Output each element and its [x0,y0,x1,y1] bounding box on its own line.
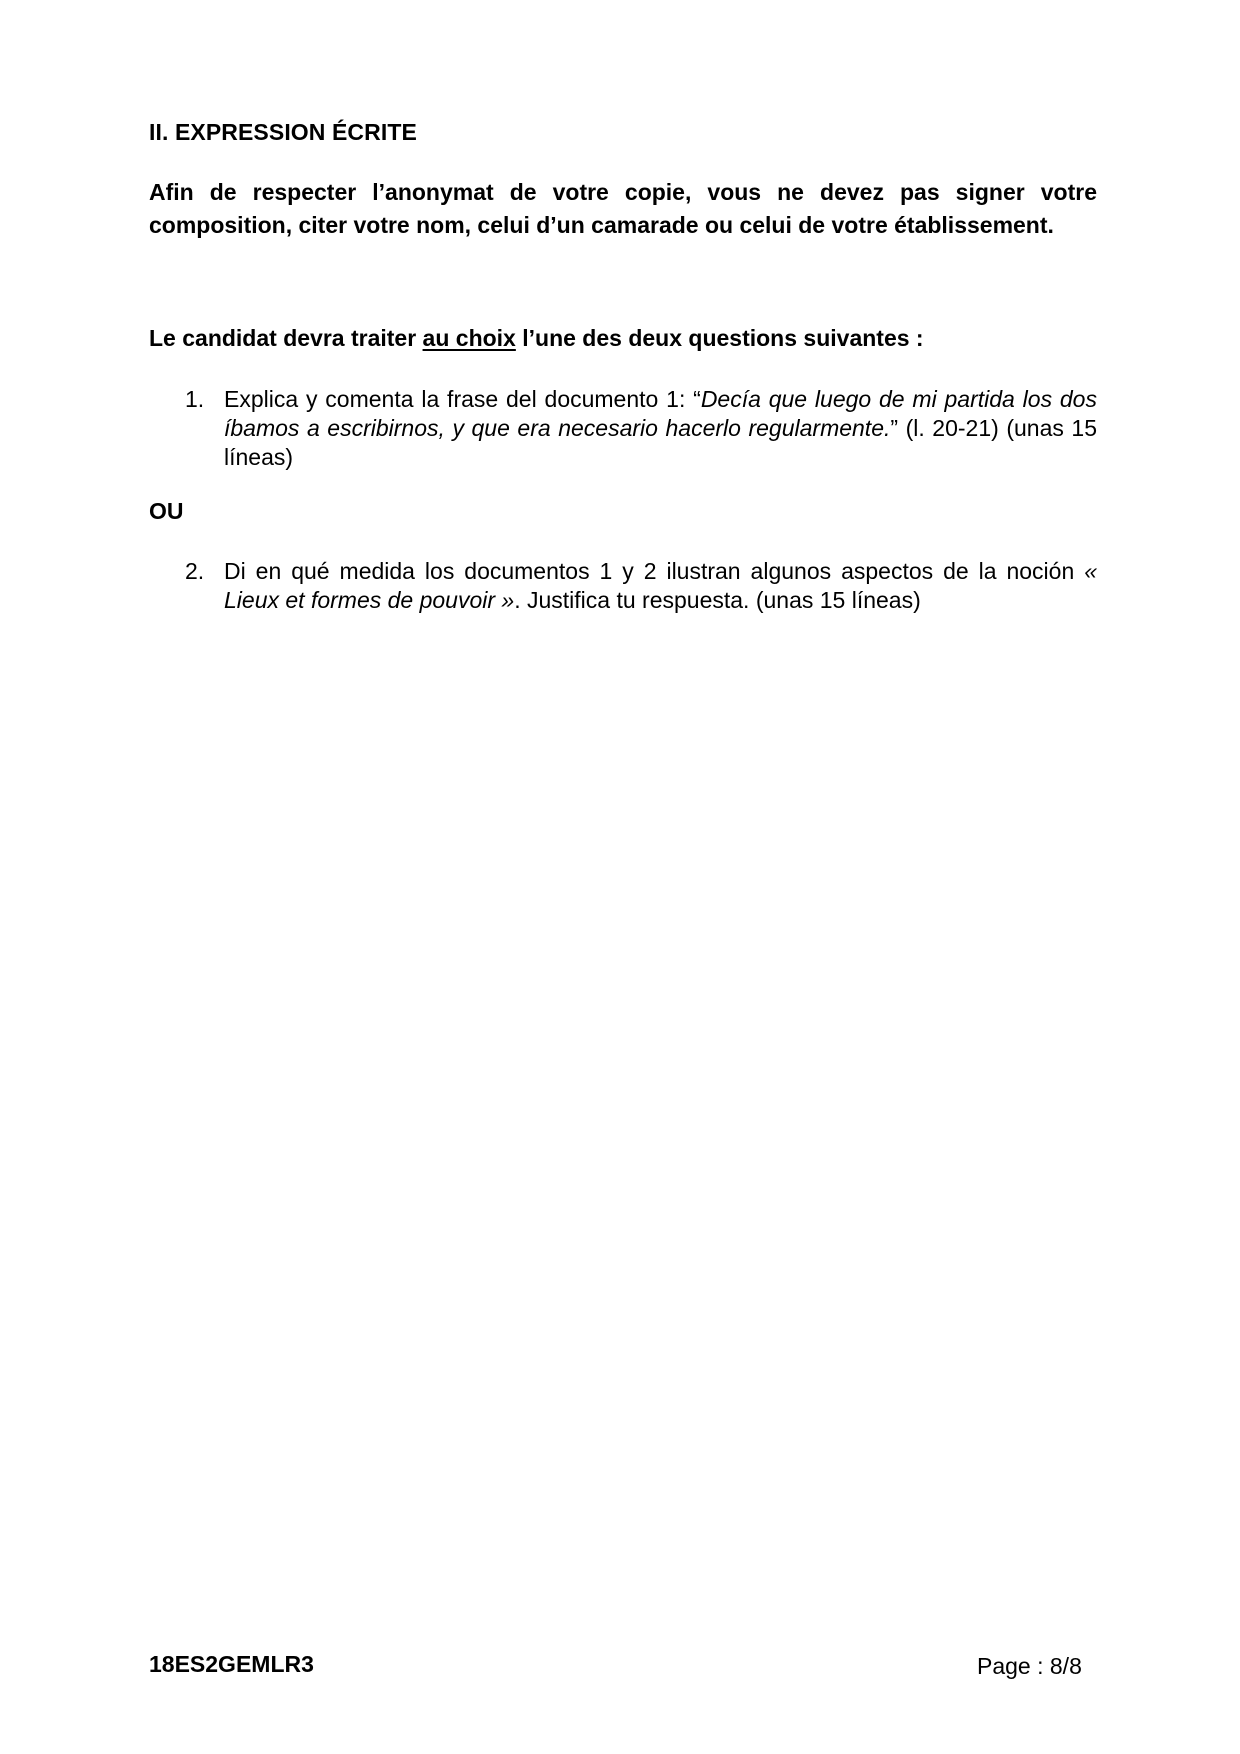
instruction-line [149,325,924,352]
question-text-before: Di en qué medida los documentos 1 y 2 ilustran algunos aspectos de la noción [224,558,1085,584]
instruction-text-after: l’une des deux questions suivantes : [515,325,924,351]
question-quote: Decía que luego de mi partida los dos íbamos a escribirnos, y que era necesario hacerlo regularmente. [224,386,1097,441]
question-1 [149,385,1097,472]
question-text-after: . Justifica tu respuesta. (unas 15 líneas) [514,587,921,613]
section-heading: II. EXPRESSION ÉCRITE [149,119,417,145]
question-text [224,557,1097,615]
question-number: 2. [185,558,205,584]
instruction-underlined-text: au choix [422,325,516,351]
page-number: Page : 8/8 [977,1653,1082,1679]
question-2 [149,557,1097,615]
question-text [224,385,1097,472]
exam-code: 18ES2GEMLR3 [149,1651,314,1677]
or-separator: OU [149,498,184,524]
question-number: 1. [185,386,205,412]
question-notion: « Lieux et formes de pouvoir » [224,558,1097,613]
question-text-after: ” (l. 20-21) (unas 15 líneas) [224,415,1098,470]
instruction-text-before: Le candidat devra traiter [149,325,423,351]
question-text-before: Explica y comenta la frase del documento 1: “ [224,386,701,412]
anonymity-notice: Afin de respecter l’anonymat de votre copie, vous ne devez pas signer votre composition, citer votre nom, celui d’un camarade ou celui de votre établissement. [149,179,1097,238]
